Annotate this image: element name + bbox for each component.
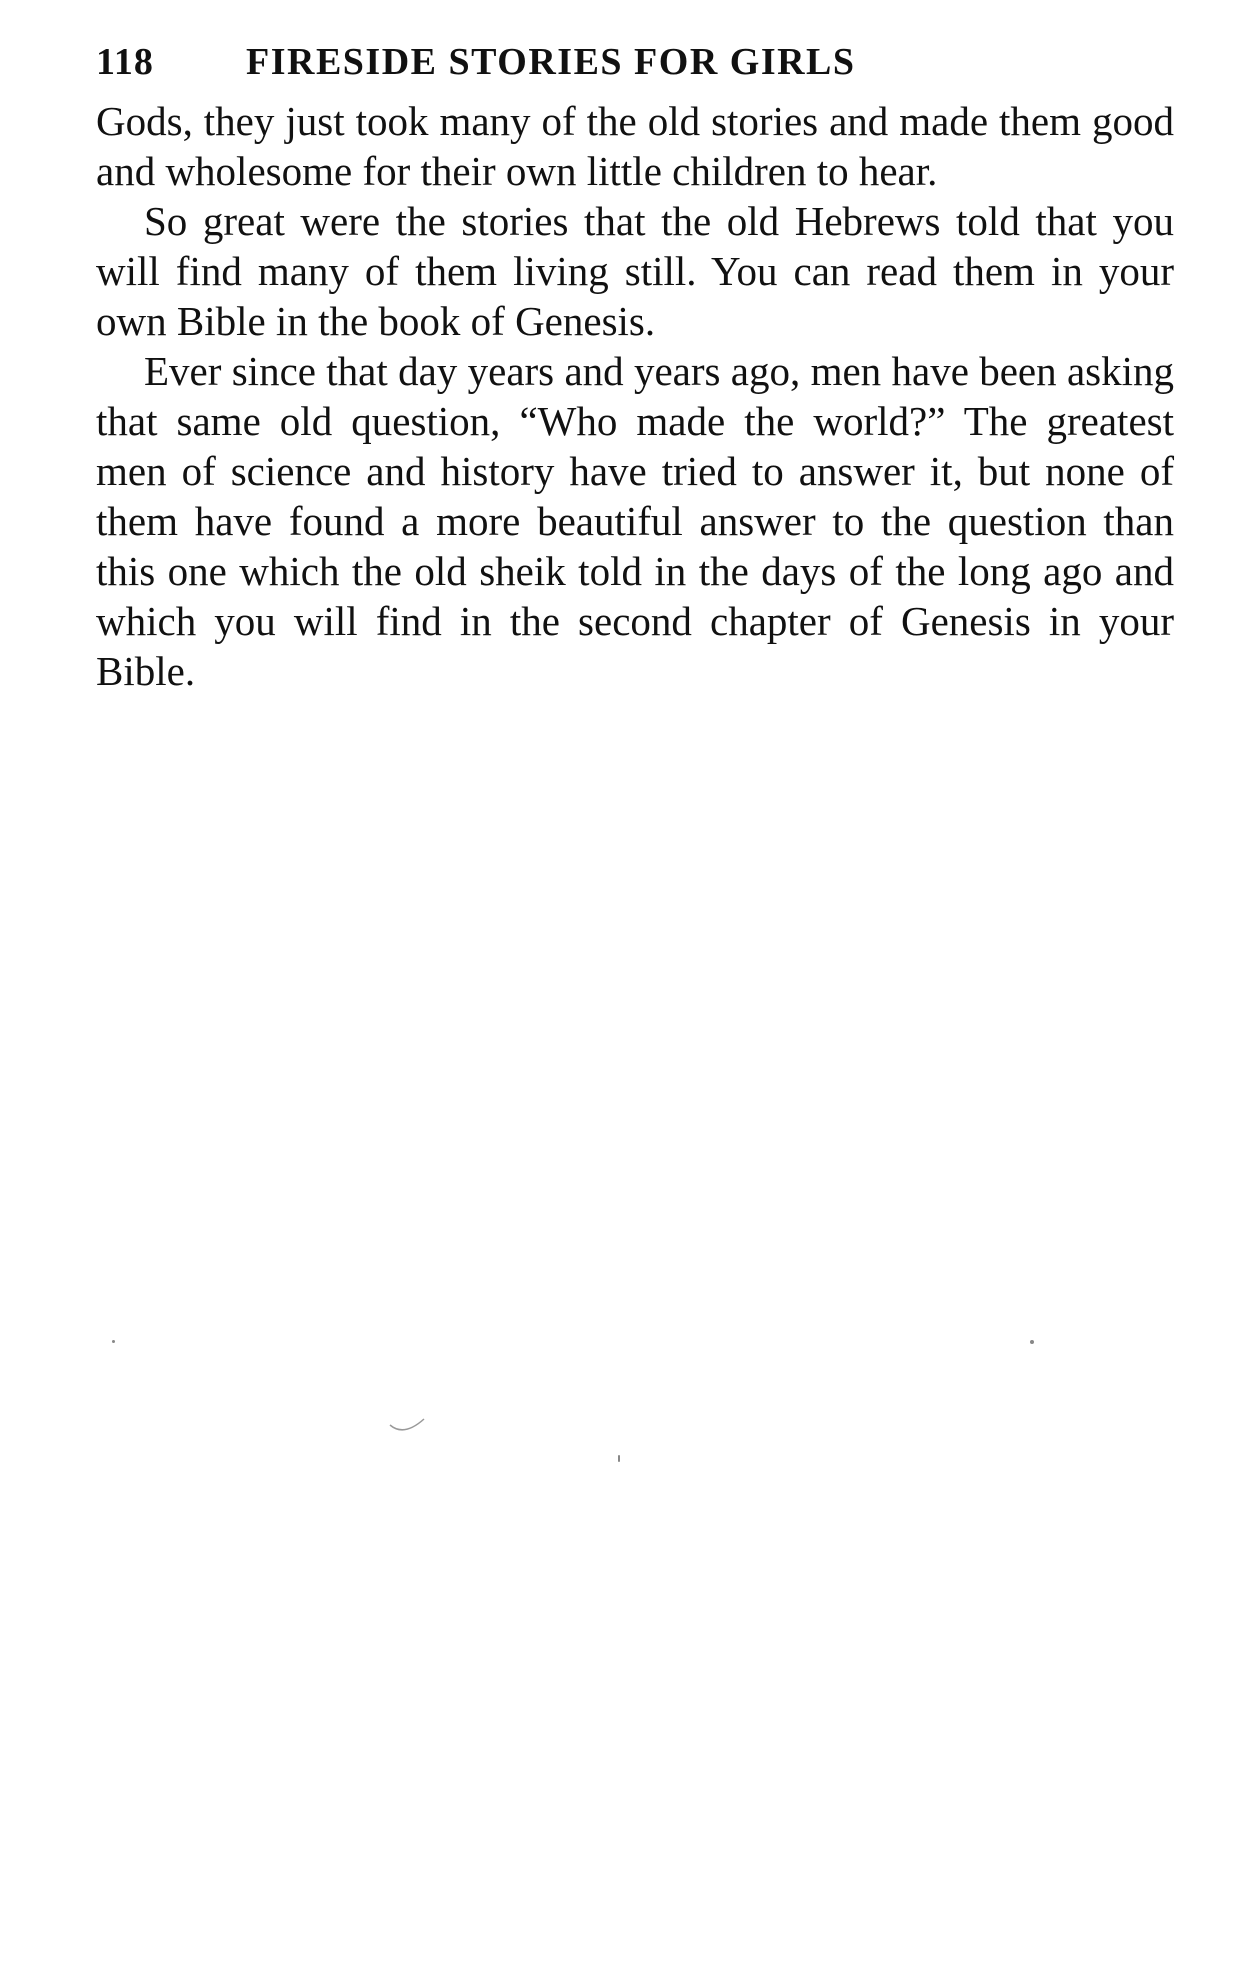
paragraph: Gods, they just took many of the old stories and made them good and wholesome for their own little children to hear. bbox=[96, 98, 1174, 194]
scan-mark bbox=[388, 1415, 428, 1435]
paragraph: So great were the stories that the old Hebrews told that you will find many of them living still. You can read them in your own Bible in the book of Genesis. bbox=[96, 198, 1174, 344]
page-number: 118 bbox=[96, 41, 154, 83]
paragraph: Ever since that day years and years ago, men have been asking that same old question, “Who made the world?” The greatest men of science and history have tried to answer it, but none of them have found a more beautiful answer to the question than this one which the old sheik told in the days of the long ago and which you will find in the second chapter of Genesis in your Bible. bbox=[96, 348, 1174, 694]
book-page bbox=[96, 40, 1174, 696]
running-title: FIRESIDE STORIES FOR GIRLS bbox=[246, 41, 856, 83]
scan-speck bbox=[618, 1455, 620, 1462]
body-text bbox=[96, 96, 1174, 696]
page-header bbox=[96, 40, 1174, 96]
scan-speck bbox=[1030, 1340, 1034, 1344]
scan-speck bbox=[112, 1340, 115, 1343]
